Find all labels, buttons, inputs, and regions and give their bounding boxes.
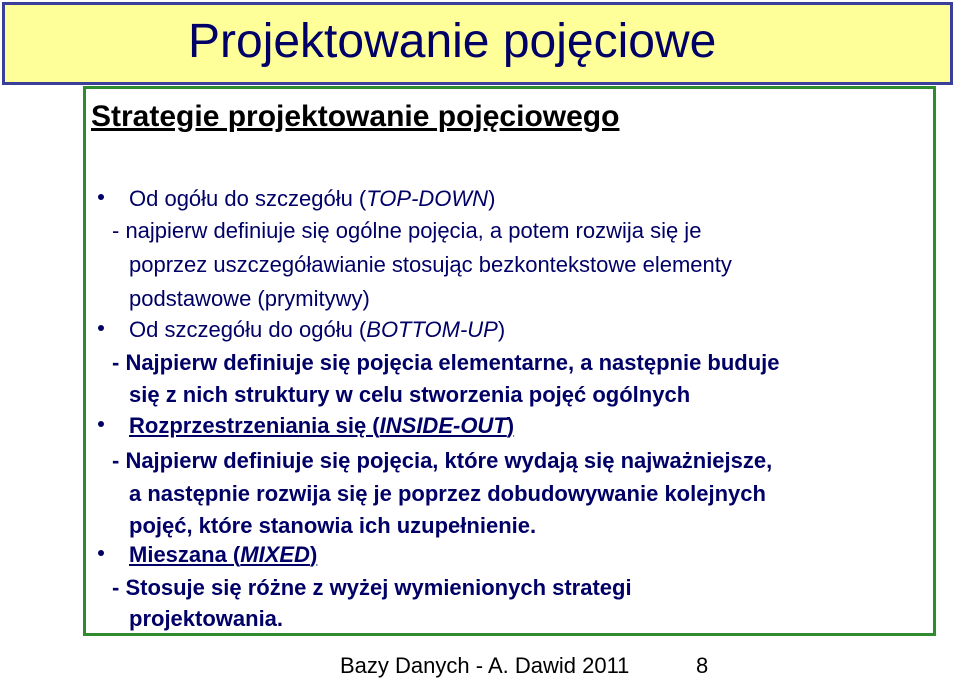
item-head-prefix: Od szczegółu do ogółu ( — [129, 317, 367, 342]
bullet-item-inside-out — [129, 413, 514, 439]
item-desc-line: projektowania. — [129, 606, 284, 631]
slide-title: Projektowanie pojęciowe — [188, 15, 717, 68]
footer-text: Bazy Danych - A. Dawid 2011 — [340, 653, 630, 678]
item-head-italic: BOTTOM-UP — [366, 317, 498, 342]
item-head-italic: MIXED — [240, 542, 310, 567]
item-desc-line: podstawowe (prymitywy) — [129, 286, 370, 311]
bullet-item-top-down — [129, 186, 495, 212]
item-head-prefix: Rozprzestrzeniania się ( — [129, 413, 380, 438]
bullet-icon — [98, 325, 104, 331]
bullet-item-bottom-up — [129, 317, 505, 343]
item-desc-line: - Stosuje się różne z wyżej wymienionych strategi — [112, 575, 632, 600]
item-head-prefix: Mieszana ( — [129, 542, 241, 567]
item-head-suffix: ) — [309, 542, 318, 567]
item-desc-line: - najpierw definiuje się ogólne pojęcia, a potem rozwija się je — [112, 218, 702, 243]
item-head-prefix: Od ogółu do szczegółu ( — [129, 186, 367, 211]
item-head-suffix: ) — [506, 413, 515, 438]
item-head-italic: TOP-DOWN — [366, 186, 489, 211]
bullet-icon — [98, 550, 104, 556]
content-box — [83, 86, 936, 636]
bullet-item-mixed — [129, 542, 317, 568]
item-head-suffix: ) — [497, 317, 506, 342]
item-head-italic: INSIDE-OUT — [379, 413, 507, 438]
item-desc-line: - Najpierw definiuje się pojęcia, które wydają się najważniejsze, — [112, 448, 773, 473]
item-desc-line: poprzez uszczegóławianie stosując bezkontekstowe elementy — [129, 252, 732, 277]
slide-subtitle: Strategie projektowanie pojęciowego — [91, 100, 620, 133]
item-desc-line: a następnie rozwija się je poprzez dobudowywanie kolejnych — [129, 481, 766, 506]
page-number: 8 — [696, 653, 709, 678]
bullet-icon — [98, 194, 104, 200]
item-head-suffix: ) — [488, 186, 496, 211]
bullet-icon — [98, 421, 104, 427]
item-desc-line: - Najpierw definiuje się pojęcia elementarne, a następnie buduje — [112, 350, 780, 375]
item-desc-line: pojęć, które stanowia ich uzupełnienie. — [129, 513, 537, 538]
item-desc-line: się z nich struktury w celu stworzenia pojęć ogólnych — [129, 382, 691, 407]
